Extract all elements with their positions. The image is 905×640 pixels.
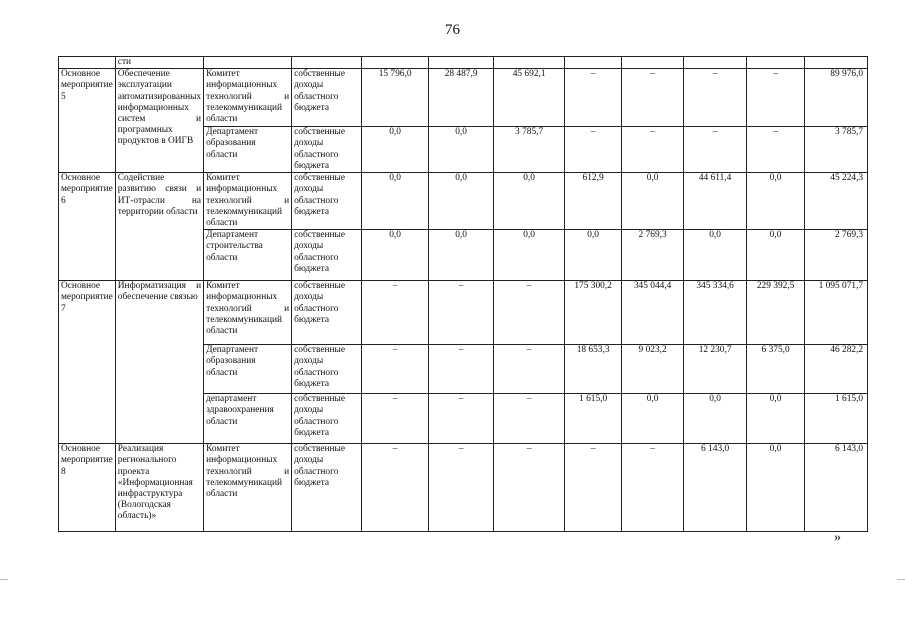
year-value-cell: 229 392,5 [747,281,805,345]
executor-cell: Комитет информационных технологий и телекоммуникаций области [204,281,292,345]
measure-label-cell: Основное мероприятие 5 [59,69,116,173]
closing-quote: » [834,530,841,545]
year-value-cell: – [362,281,429,345]
year-value-cell: – [494,345,565,394]
year-value-cell: 175 300,2 [565,281,622,345]
table-row [59,69,868,127]
year-value-cell: 44 611,4 [684,173,747,230]
funding-source-cell: собственные доходы областного бюджета [292,394,362,444]
year-value-cell: 6 143,0 [684,444,747,532]
year-value-cell: 0,0 [747,230,805,281]
total-value-cell: 3 785,7 [805,127,868,173]
year-value-cell: 0,0 [622,394,684,444]
year-value-cell: – [622,444,684,532]
funding-source-cell: собственные доходы областного бюджета [292,69,362,127]
total-value-cell: 46 282,2 [805,345,868,394]
table-row [59,173,868,230]
year-value-cell: 0,0 [494,173,565,230]
year-value-cell: – [747,127,805,173]
total-value-cell: 6 143,0 [805,444,868,532]
year-value-cell: 0,0 [622,173,684,230]
table-row [59,444,868,532]
executor-cell: Департамент образования области [204,127,292,173]
edge-mark-left [0,579,8,580]
year-value-cell: – [565,444,622,532]
year-value-cell: – [362,444,429,532]
year-value-cell: – [362,394,429,444]
funding-source-cell: собственные доходы областного бюджета [292,281,362,345]
measure-label-cell: Основное мероприятие 8 [59,444,116,532]
funding-source-cell: собственные доходы областного бюджета [292,127,362,173]
year-value-cell: – [684,69,747,127]
year-value-cell: – [565,127,622,173]
year-value-cell: 612,9 [565,173,622,230]
year-value-cell: 45 692,1 [494,69,565,127]
budget-table [58,56,868,532]
table-row [59,281,868,345]
year-value-cell: 0,0 [565,230,622,281]
measure-name-cell: Содействие развитию связи и ИТ-отрасли на территории области [115,173,203,281]
budget-table-body [59,57,868,532]
edge-mark-right [897,579,905,580]
year-value-cell: 0,0 [362,127,429,173]
measure-name-cell: Реализация регионального проекта «Информационная инфраструктура (Вологодская область)» [115,444,203,532]
funding-source-cell: собственные доходы областного бюджета [292,230,362,281]
total-value-cell: 1 615,0 [805,394,868,444]
measure-label-cell: Основное мероприятие 7 [59,281,116,444]
year-value-cell: 0,0 [747,173,805,230]
funding-source-cell: собственные доходы областного бюджета [292,173,362,230]
year-value-cell: – [429,281,494,345]
year-value-cell: – [429,444,494,532]
executor-cell: департамент здравоохранения области [204,394,292,444]
year-value-cell: 0,0 [429,230,494,281]
measure-name-cell: Информатизация и обеспечение связью [115,281,203,444]
year-value-cell: 0,0 [362,230,429,281]
year-value-cell: 12 230,7 [684,345,747,394]
executor-cell: Департамент образования области [204,345,292,394]
year-value-cell: – [565,69,622,127]
year-value-cell: 345 044,4 [622,281,684,345]
year-value-cell: 0,0 [429,173,494,230]
year-value-cell: 0,0 [747,444,805,532]
year-value-cell: – [429,345,494,394]
executor-cell: Комитет информационных технологий и телекоммуникаций области [204,444,292,532]
year-value-cell: – [684,127,747,173]
total-value-cell: 45 224,3 [805,173,868,230]
measure-name-cell: Обеспечение эксплуатации автоматизированных информационных систем и программных продуктов в ОИГВ [115,69,203,173]
year-value-cell: – [494,281,565,345]
funding-source-cell: собственные доходы областного бюджета [292,444,362,532]
year-value-cell: – [362,345,429,394]
year-value-cell: 345 334,6 [684,281,747,345]
measure-label-cell: Основное мероприятие 6 [59,173,116,281]
continuation-cell: сти [115,57,203,69]
year-value-cell: 0,0 [429,127,494,173]
year-value-cell: – [494,444,565,532]
executor-cell: Комитет информационных технологий и телекоммуникаций области [204,69,292,127]
year-value-cell: 6 375,0 [747,345,805,394]
year-value-cell: – [747,69,805,127]
year-value-cell: 18 653,3 [565,345,622,394]
year-value-cell: 0,0 [684,394,747,444]
year-value-cell: 1 615,0 [565,394,622,444]
page-number: 76 [445,22,460,38]
year-value-cell: 0,0 [747,394,805,444]
year-value-cell: – [622,127,684,173]
total-value-cell: 2 769,3 [805,230,868,281]
year-value-cell: 3 785,7 [494,127,565,173]
executor-cell: Комитет информационных технологий и телекоммуникаций области [204,173,292,230]
year-value-cell: 0,0 [684,230,747,281]
year-value-cell: 2 769,3 [622,230,684,281]
year-value-cell: 28 487,9 [429,69,494,127]
year-value-cell: 15 796,0 [362,69,429,127]
year-value-cell: 9 023,2 [622,345,684,394]
funding-source-cell: собственные доходы областного бюджета [292,345,362,394]
total-value-cell: 89 976,0 [805,69,868,127]
total-value-cell: 1 095 071,7 [805,281,868,345]
table-row-continuation [59,57,868,69]
year-value-cell: 0,0 [362,173,429,230]
year-value-cell: – [429,394,494,444]
year-value-cell: 0,0 [494,230,565,281]
year-value-cell: – [622,69,684,127]
year-value-cell: – [494,394,565,444]
executor-cell: Департамент строительства области [204,230,292,281]
